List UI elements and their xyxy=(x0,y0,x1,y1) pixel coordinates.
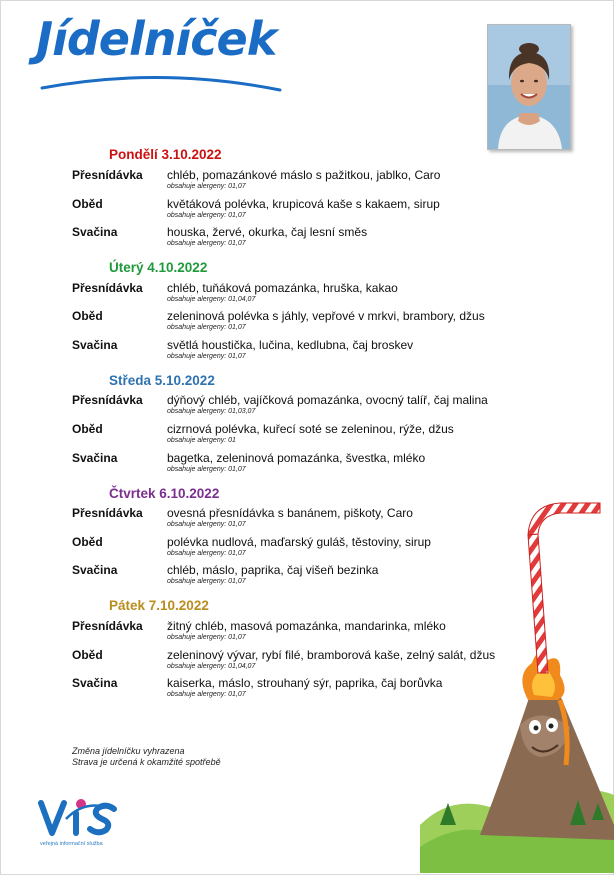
meal-label-snack-pm: Svačina xyxy=(72,225,118,239)
meal-text: zeleninový vývar, rybí filé, bramborová kaše, zelný salát, džus xyxy=(167,648,496,662)
meal-text: kaiserka, máslo, strouhaný sýr, paprika, čaj borůvka xyxy=(167,676,443,690)
meal-label-snack-am: Přesnídávka xyxy=(72,281,143,295)
meal-text: chléb, pomazánkové máslo s pažitkou, jablko, Caro xyxy=(167,168,441,182)
meal-label-snack-pm: Svačina xyxy=(72,338,118,352)
volcano-illustration xyxy=(420,495,614,873)
meal-label-lunch: Oběd xyxy=(72,422,103,436)
title-swoosh-icon xyxy=(40,70,285,94)
page-title: Jídelníček xyxy=(36,12,277,66)
meal-text: žitný chléb, masová pomazánka, mandarinka, mléko xyxy=(167,619,446,633)
meal-label-lunch: Oběd xyxy=(72,309,103,323)
day-heading-thursday: Čtvrtek 6.10.2022 xyxy=(109,486,220,501)
meal-text: chléb, máslo, paprika, čaj višeň bezinka xyxy=(167,563,379,577)
allergen-note: obsahuje alergeny: 01,07 xyxy=(167,691,246,698)
allergen-note: obsahuje alergeny: 01,07 xyxy=(167,550,246,557)
meal-text: cizrnová polévka, kuřecí soté se zeleninou, rýže, džus xyxy=(167,422,454,436)
day-heading-monday: Pondělí 3.10.2022 xyxy=(109,147,222,162)
day-heading-wednesday: Středa 5.10.2022 xyxy=(109,373,215,388)
meal-text: polévka nudlová, maďarský guláš, těstoviny, sirup xyxy=(167,535,431,549)
vis-logo-icon xyxy=(38,795,128,841)
allergen-note: obsahuje alergeny: 01,07 xyxy=(167,324,246,331)
day-heading-friday: Pátek 7.10.2022 xyxy=(109,598,209,613)
allergen-note: obsahuje alergeny: 01,07 xyxy=(167,183,246,190)
meal-text: zeleninová polévka s jáhly, vepřové v mrkvi, brambory, džus xyxy=(167,309,485,323)
meal-text: houska, žervé, okurka, čaj lesní směs xyxy=(167,225,368,239)
footer-note-change: Změna jídelníčku vyhrazena xyxy=(72,746,185,756)
allergen-note: obsahuje alergeny: 01 xyxy=(167,437,236,444)
meal-text: světlá houstička, lučina, kedlubna, čaj broskev xyxy=(167,338,414,352)
meal-label-lunch: Oběd xyxy=(72,197,103,211)
logo-tagline: veřejná informační služba xyxy=(40,841,103,847)
meal-label-snack-am: Přesnídávka xyxy=(72,619,143,633)
meal-label-lunch: Oběd xyxy=(72,648,103,662)
teacher-photo xyxy=(487,24,571,150)
meal-text: dýňový chléb, vajíčková pomazánka, ovocný talíř, čaj malina xyxy=(167,393,488,407)
allergen-note: obsahuje alergeny: 01,07 xyxy=(167,353,246,360)
day-heading-tuesday: Úterý 4.10.2022 xyxy=(109,260,208,275)
allergen-note: obsahuje alergeny: 01,07 xyxy=(167,240,246,247)
footer-note-consumption: Strava je určená k okamžité spotřebě xyxy=(72,757,221,767)
allergen-note: obsahuje alergeny: 01,07 xyxy=(167,212,246,219)
meal-label-snack-am: Přesnídávka xyxy=(72,168,143,182)
meal-text: ovesná přesnídávka s banánem, piškoty, Caro xyxy=(167,506,413,520)
meal-text: chléb, tuňáková pomazánka, hruška, kakao xyxy=(167,281,398,295)
allergen-note: obsahuje alergeny: 01,07 xyxy=(167,521,246,528)
meal-label-lunch: Oběd xyxy=(72,535,103,549)
meal-label-snack-am: Přesnídávka xyxy=(72,393,143,407)
allergen-note: obsahuje alergeny: 01,07 xyxy=(167,634,246,641)
meal-label-snack-am: Přesnídávka xyxy=(72,506,143,520)
allergen-note: obsahuje alergeny: 01,07 xyxy=(167,466,246,473)
meal-label-snack-pm: Svačina xyxy=(72,563,118,577)
meal-text: květáková polévka, krupicová kaše s kakaem, sirup xyxy=(167,197,440,211)
vis-logo xyxy=(38,795,128,846)
allergen-note: obsahuje alergeny: 01,03,07 xyxy=(167,408,256,415)
allergen-note: obsahuje alergeny: 01,04,07 xyxy=(167,296,256,303)
allergen-note: obsahuje alergeny: 01,04,07 xyxy=(167,663,256,670)
meal-label-snack-pm: Svačina xyxy=(72,451,118,465)
allergen-note: obsahuje alergeny: 01,07 xyxy=(167,578,246,585)
meal-text: bagetka, zeleninová pomazánka, švestka, mléko xyxy=(167,451,426,465)
meal-label-snack-pm: Svačina xyxy=(72,676,118,690)
